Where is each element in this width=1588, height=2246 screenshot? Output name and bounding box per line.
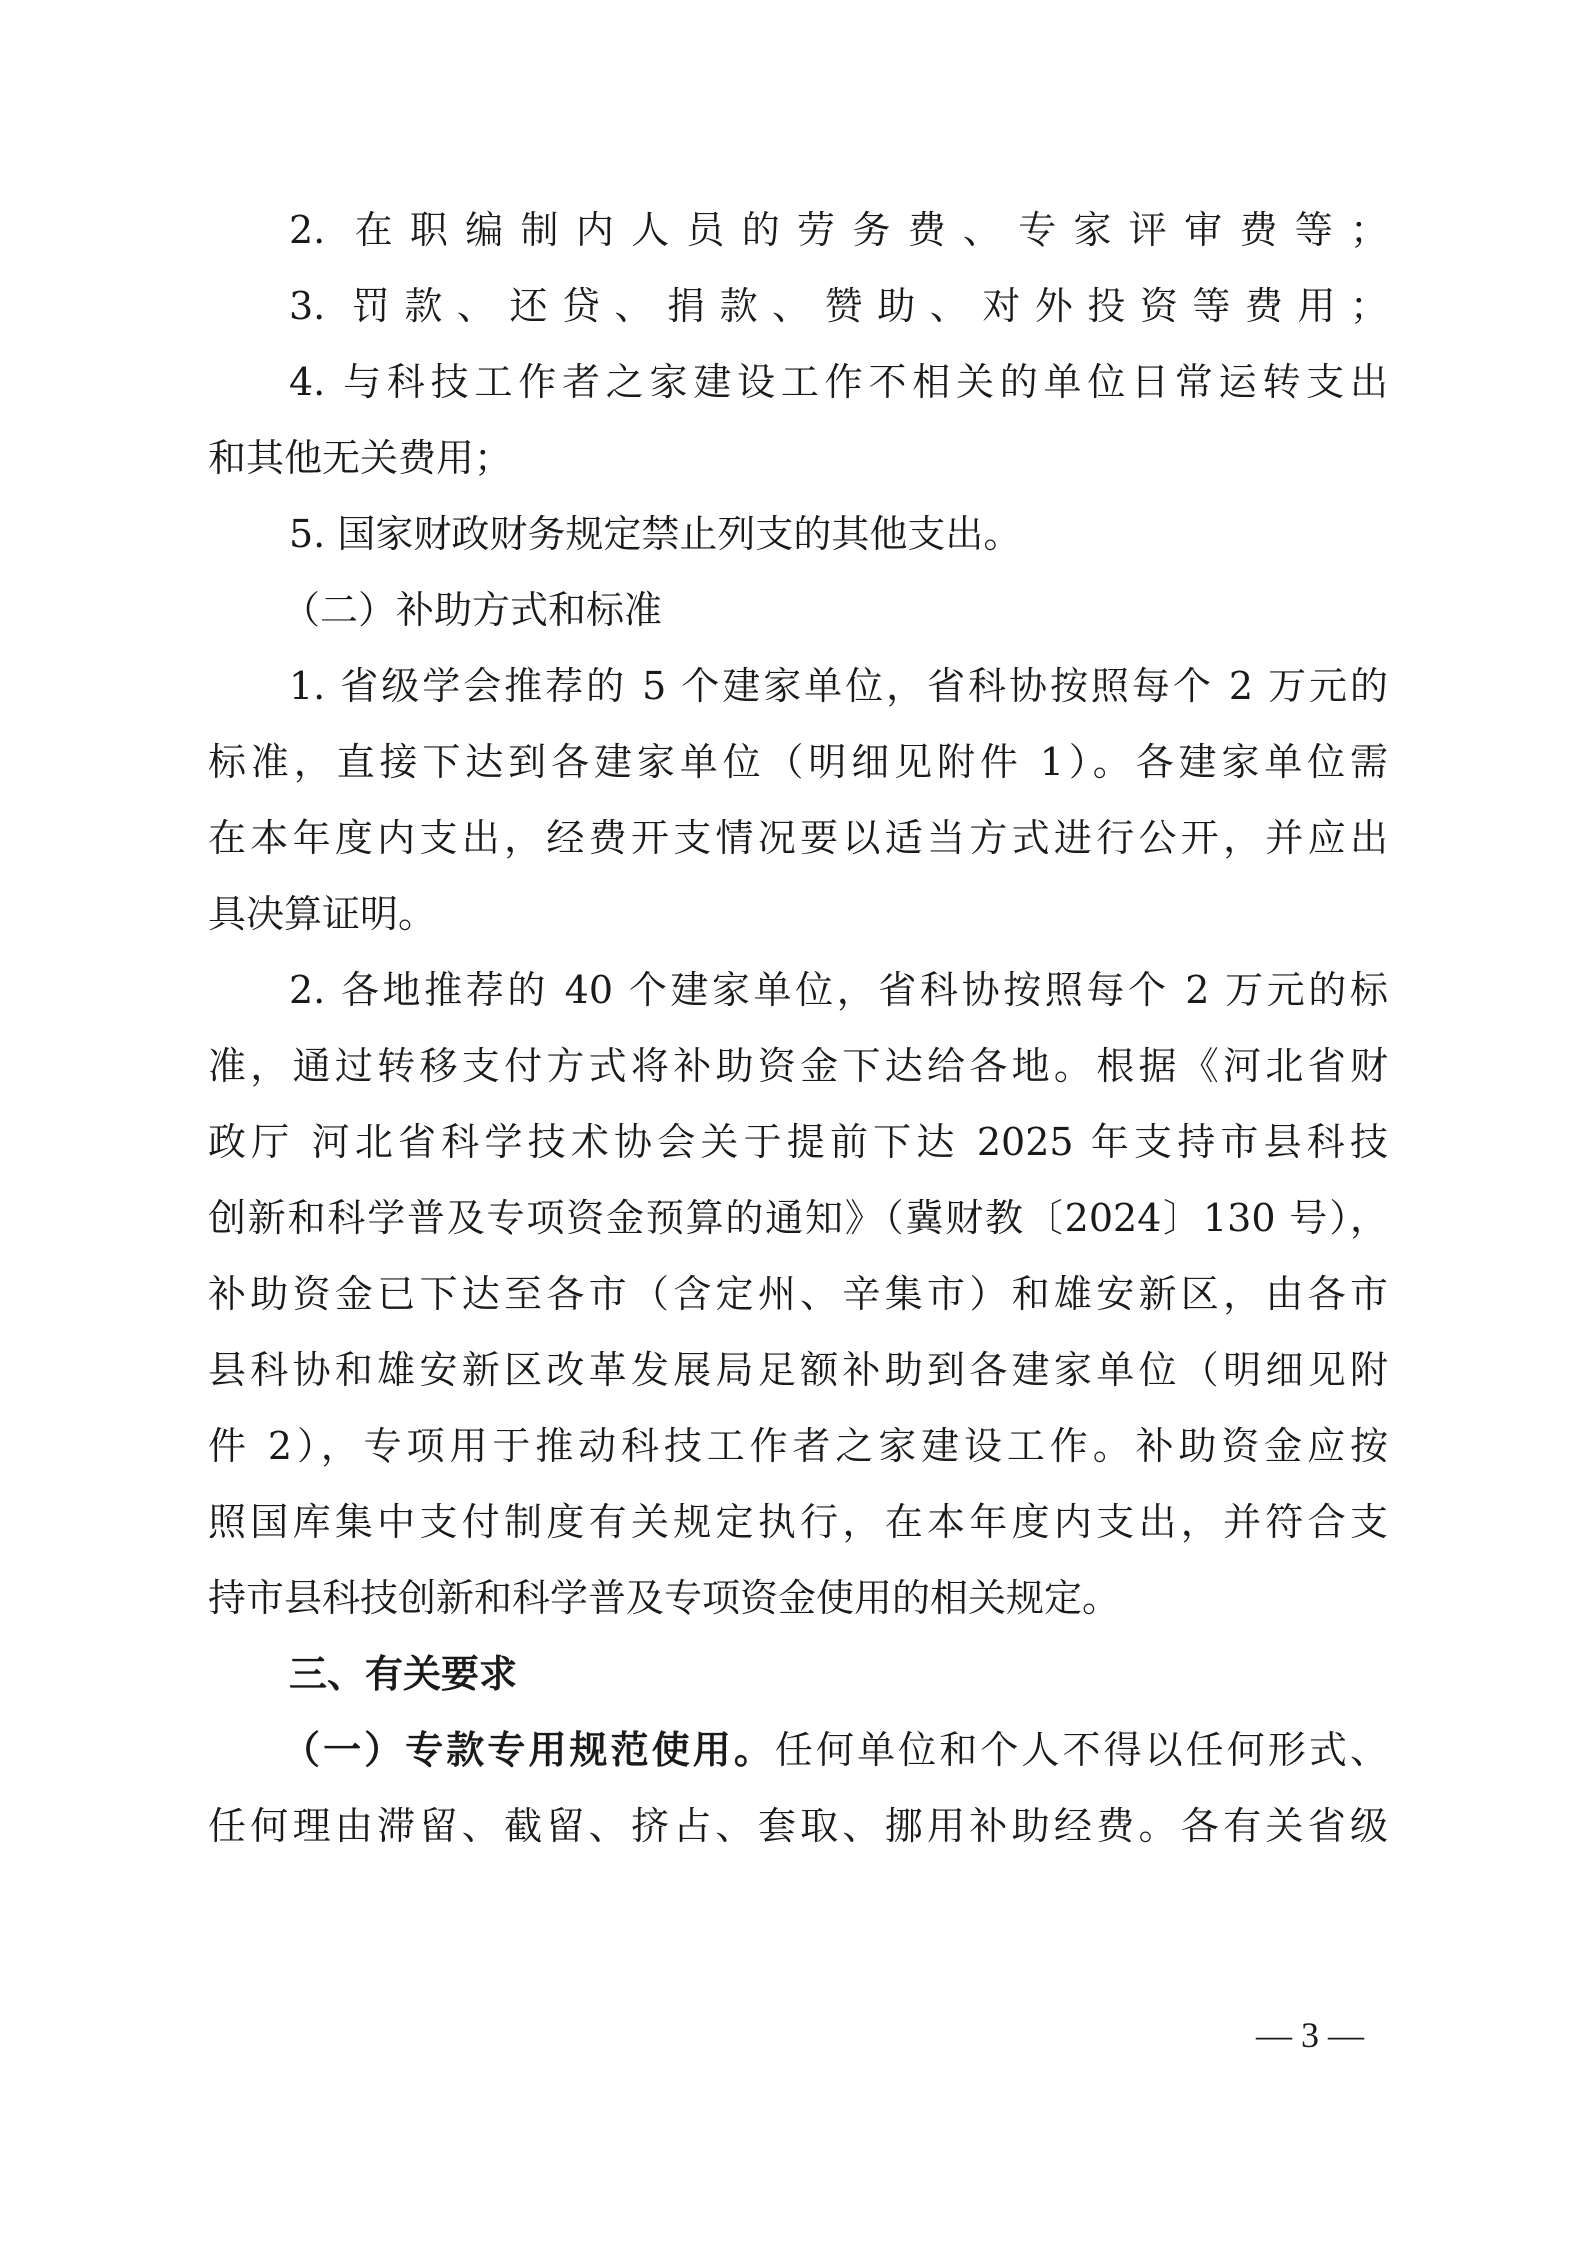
paragraph-line: 3. 罚款、还贷、捐款、赞助、对外投资等费用；: [289, 284, 1388, 328]
section-heading: 三、有关要求: [289, 1652, 518, 1696]
paragraph-line: 和其他无关费用；: [208, 436, 513, 480]
page-number: — 3 —: [1256, 2015, 1364, 2055]
section-subheading: （二）补助方式和标准: [282, 588, 663, 632]
paragraph-line: 4. 与科技工作者之家建设工作不相关的单位日常运转支出: [289, 360, 1388, 404]
paragraph-line: 持市县科技创新和科学普及专项资金使用的相关规定。: [208, 1576, 1121, 1620]
paragraph-line: 标准，直接下达到各建家单位（明细见附件 1）。各建家单位需: [208, 740, 1388, 784]
paragraph-line: 准，通过转移支付方式将补助资金下达给各地。根据《河北省财: [208, 1044, 1388, 1088]
paragraph-line: 县科协和雄安新区改革发展局足额补助到各建家单位（明细见附: [208, 1348, 1388, 1392]
paragraph-line: 照国库集中支付制度有关规定执行，在本年度内支出，并符合支: [208, 1500, 1388, 1544]
paragraph-line: 政厅 河北省科学技术协会关于提前下达 2025 年支持市县科技: [208, 1120, 1388, 1164]
paragraph-line: 件 2），专项用于推动科技工作者之家建设工作。补助资金应按: [208, 1424, 1388, 1468]
paragraph-line: 2. 各地推荐的 40 个建家单位，省科协按照每个 2 万元的标: [289, 968, 1388, 1012]
paragraph-line: 创新和科学普及专项资金预算的通知》（冀财教〔2024〕130 号），: [208, 1196, 1388, 1240]
paragraph-line: 补助资金已下达至各市（含定州、辛集市）和雄安新区，由各市: [208, 1272, 1388, 1316]
paragraph-line: 在本年度内支出，经费开支情况要以适当方式进行公开，并应出: [208, 816, 1388, 860]
paragraph-line: 具决算证明。: [208, 892, 437, 936]
paragraph-line: 任何理由滞留、截留、挤占、套取、挪用补助经费。各有关省级: [208, 1804, 1388, 1848]
paragraph-line: [282, 1712, 1388, 1788]
paragraph-line: 5. 国家财政财务规定禁止列支的其他支出。: [289, 512, 1022, 556]
paragraph-line: 1. 省级学会推荐的 5 个建家单位，省科协按照每个 2 万元的: [289, 664, 1388, 708]
paragraph-line: 2. 在职编制内人员的劳务费、专家评审费等；: [289, 208, 1388, 252]
requirement-title: （一）专款专用规范使用。: [282, 1728, 775, 1772]
requirement-text: 任何单位和个人不得以任何形式、: [774, 1728, 1388, 1772]
